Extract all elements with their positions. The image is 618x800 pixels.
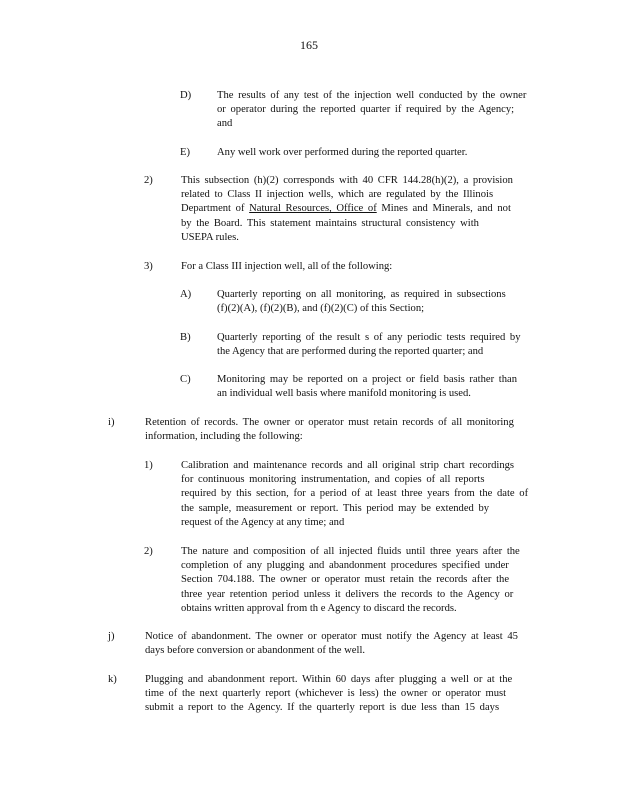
text-line: three year retention period unless it delivers the records to the Agency or: [181, 588, 514, 600]
text-line: obtains written approval from th e Agency to discard the records.: [181, 602, 457, 614]
item-2-text: [181, 174, 531, 245]
text-line: This subsection (h)(2) corresponds with 40 CFR 144.28(h)(2), a provision: [181, 175, 513, 186]
text-line: for continuous monitoring instrumentation, and copies of all reports: [181, 474, 485, 486]
text-line: The nature and composition of all injected fluids until three years after the: [181, 546, 520, 557]
text-line: Notice of abandonment. The owner or operator must notify the Agency at least 45: [145, 631, 518, 642]
item-label-3: 3): [144, 261, 153, 272]
text-line: Plugging and abandonment report. Within 60 days after plugging a well or at the: [145, 674, 513, 685]
item-label-k: k): [108, 674, 117, 685]
item-k-text: [145, 673, 537, 716]
text-line: an individual well basis where manifold monitoring is used.: [217, 388, 471, 400]
text-line: related to Class II injection wells, which are regulated by the Illinois: [181, 189, 494, 201]
text-line: by the Board. This statement maintains structural consistency with: [181, 217, 479, 229]
item-label-A: A): [180, 289, 192, 300]
item-label-j: j): [108, 631, 115, 642]
text-line: Any well work over performed during the reported quarter.: [217, 147, 468, 158]
text-line: days before conversion or abandonment of the well.: [145, 645, 366, 657]
item-label-B: B): [180, 332, 191, 343]
text-segment: Department of: [181, 203, 250, 215]
text-line: request of the Agency at any time; and: [181, 516, 345, 528]
item-i-text: [145, 416, 530, 444]
item-label-D: D): [180, 90, 192, 101]
text-line: Quarterly reporting of the result s of any periodic tests required by: [217, 332, 521, 343]
text-line: Section 704.188. The owner or operator must retain the records after the: [181, 574, 510, 586]
item-C-text: [217, 373, 531, 401]
page-number: 165: [300, 38, 318, 52]
text-line: [181, 202, 531, 216]
text-line: the Agency that are performed during the reported quarter; and: [217, 346, 484, 358]
text-line: time of the next quarterly report (whichever is less) the owner or operator must: [145, 688, 507, 700]
item-label-2: 2): [144, 175, 153, 186]
underlined-text: Natural Resources, Office of: [249, 203, 377, 215]
text-line: information, including the following:: [145, 431, 303, 443]
item-label-C: C): [180, 374, 191, 385]
item-label-1: 1): [144, 460, 153, 471]
item-label-2b: 2): [144, 546, 153, 557]
text-line: submit a report to the Agency. If the quarterly report is due less than 15 days: [145, 702, 500, 714]
text-line: the sample, measurement or report. This period may be extended by: [181, 502, 490, 514]
text-segment: Mines and Minerals, and not: [376, 203, 511, 215]
text-line: and: [217, 118, 233, 130]
item-2b-text: [181, 545, 538, 616]
text-line: For a Class III injection well, all of the following:: [181, 261, 393, 272]
text-line: (f)(2)(A), (f)(2)(B), and (f)(2)(C) of this Section;: [217, 303, 425, 315]
text-line: completion of any plugging and abandonment procedures specified under: [181, 560, 509, 572]
text-line: USEPA rules.: [181, 231, 239, 243]
text-line: Retention of records. The owner or operator must retain records of all monitoring: [145, 417, 514, 428]
item-j-text: [145, 630, 543, 658]
item-label-i: i): [108, 417, 115, 428]
item-A-text: [217, 288, 529, 316]
text-line: required by this section, for a period of at least three years from the date of: [181, 488, 529, 500]
item-B-text: [217, 331, 533, 359]
item-1-text: [181, 459, 539, 530]
item-D-text: [217, 89, 529, 132]
text-line: The results of any test of the injection well conducted by the owner: [217, 90, 527, 101]
text-line: Quarterly reporting on all monitoring, as required in subsections: [217, 289, 506, 300]
text-line: or operator during the reported quarter if required by the Agency;: [217, 104, 515, 116]
item-3-text: [181, 260, 531, 274]
text-line: Monitoring may be reported on a project or field basis rather than: [217, 374, 517, 385]
text-line: Calibration and maintenance records and all original strip chart recordings: [181, 460, 515, 471]
item-label-E: E): [180, 147, 190, 158]
item-E-text: [217, 146, 529, 160]
